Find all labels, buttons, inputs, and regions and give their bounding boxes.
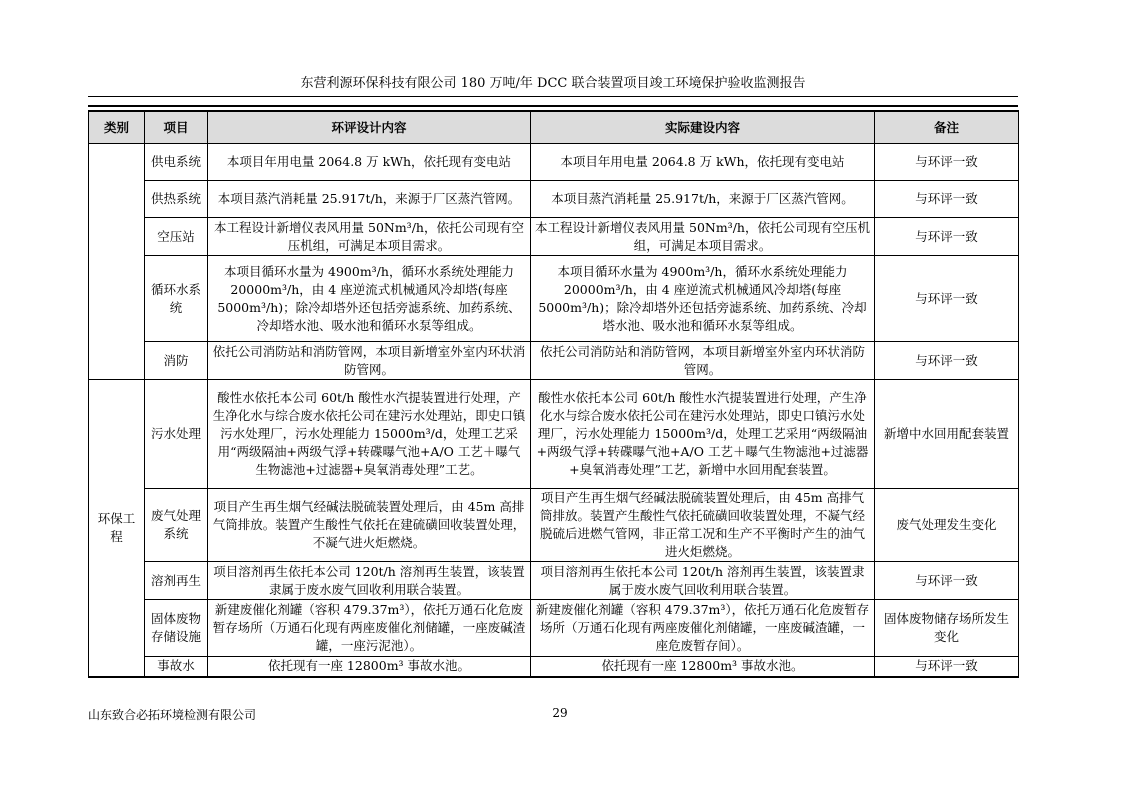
table-row <box>89 144 1019 181</box>
page-header-title: 东营利源环保科技有限公司 180 万吨/年 DCC 联合装置项目竣工环境保护验收监测报告 <box>300 76 806 91</box>
acceptance-table <box>88 110 1019 678</box>
header-rule-thick <box>88 105 1018 107</box>
header-actual: 实际建设内容 <box>531 111 875 144</box>
table-header-row <box>89 111 1019 144</box>
table-row <box>89 562 1019 600</box>
item-cell: 溶剂再生 <box>145 562 208 600</box>
actual-cell: 本项目循环水量为 4900m³/h，循环水系统处理能力 20000m³/h，由 4 座逆流式机械通风冷却塔(每座 5000m³/h)；除冷却塔外还包括旁滤系统、加药系统、冷却塔水池、吸水池和循环水泵等组成。 <box>531 256 875 342</box>
page-number: 29 <box>552 706 568 720</box>
table-row <box>89 181 1019 218</box>
table-row <box>89 657 1019 677</box>
note-cell: 与环评一致 <box>875 256 1019 342</box>
item-cell: 供热系统 <box>145 181 208 218</box>
actual-cell: 新建废催化剂罐（容积 479.37m³），依托万通石化危废暂存场所（万通石化现有两座废催化剂储罐，一座废碱渣罐，一座危废暂存间）。 <box>531 600 875 657</box>
note-cell: 与环评一致 <box>875 657 1019 677</box>
design-cell: 项目产生再生烟气经碱法脱硫装置处理后，由 45m 高排气筒排放。装置产生酸性气依托在建硫磺回收装置处理，不凝气进火炬燃烧。 <box>208 489 531 562</box>
design-cell: 新建废催化剂罐（容积 479.37m³），依托万通石化危废暂存场所（万通石化现有两座废催化剂储罐，一座废碱渣罐，一座污泥池）。 <box>208 600 531 657</box>
actual-cell: 项目溶剂再生依托本公司 120t/h 溶剂再生装置，该装置隶属于废水废气回收利用联合装置。 <box>531 562 875 600</box>
header-note: 备注 <box>875 111 1019 144</box>
item-cell: 供电系统 <box>145 144 208 181</box>
actual-cell: 项目产生再生烟气经碱法脱硫装置处理后，由 45m 高排气筒排放。装置产生酸性气依托硫磺回收装置处理，不凝气经脱硫后进燃气管网，非正常工况和生产不平衡时产生的油气进火炬燃烧。 <box>531 489 875 562</box>
category-cell: 环保工程 <box>89 380 145 677</box>
note-cell: 与环评一致 <box>875 181 1019 218</box>
table-row <box>89 342 1019 380</box>
note-cell: 固体废物储存场所发生变化 <box>875 600 1019 657</box>
actual-cell: 依托现有一座 12800m³ 事故水池。 <box>531 657 875 677</box>
actual-cell: 酸性水依托本公司 60t/h 酸性水汽提装置进行处理，产生净化水与综合废水依托公司在建污水处理站，即史口镇污水处理厂，污水处理能力 15000m³/d，处理工艺采用“两级隔油+两级气浮+转碟曝气池+A/O 工艺＋曝气生物滤池+过滤器+臭氧消毒处理”工艺，新增中水回用配套装置。 <box>531 380 875 489</box>
note-cell: 废气处理发生变化 <box>875 489 1019 562</box>
header-item: 项目 <box>145 111 208 144</box>
actual-cell: 本工程设计新增仪表风用量 50Nm³/h，依托公司现有空压机组，可满足本项目需求。 <box>531 218 875 256</box>
table-row <box>89 218 1019 256</box>
table-row <box>89 489 1019 562</box>
item-cell: 事故水 <box>145 657 208 677</box>
table-row <box>89 600 1019 657</box>
design-cell: 项目溶剂再生依托本公司 120t/h 溶剂再生装置，该装置隶属于废水废气回收利用联合装置。 <box>208 562 531 600</box>
item-cell: 固体废物存储设施 <box>145 600 208 657</box>
item-cell: 空压站 <box>145 218 208 256</box>
header-category: 类别 <box>89 111 145 144</box>
note-cell: 与环评一致 <box>875 144 1019 181</box>
header-rule <box>88 96 1018 97</box>
table-row <box>89 380 1019 489</box>
item-cell: 污水处理 <box>145 380 208 489</box>
design-cell: 依托现有一座 12800m³ 事故水池。 <box>208 657 531 677</box>
table-row <box>89 256 1019 342</box>
design-cell: 本项目循环水量为 4900m³/h，循环水系统处理能力 20000m³/h，由 4 座逆流式机械通风冷却塔(每座 5000m³/h)；除冷却塔外还包括旁滤系统、加药系统、冷却塔水池、吸水池和循环水泵等组成。 <box>208 256 531 342</box>
item-cell: 循环水系统 <box>145 256 208 342</box>
header-design: 环评设计内容 <box>208 111 531 144</box>
design-cell: 酸性水依托本公司 60t/h 酸性水汽提装置进行处理，产生净化水与综合废水依托公司在建污水处理站，即史口镇污水处理厂，污水处理能力 15000m³/d，处理工艺采用“两级隔油+两级气浮+转碟曝气池+A/O 工艺＋曝气生物滤池+过滤器+臭氧消毒处理”工艺。 <box>208 380 531 489</box>
actual-cell: 本项目年用电量 2064.8 万 kWh，依托现有变电站 <box>531 144 875 181</box>
footer-company: 山东致合必拓环境检测有限公司 <box>88 708 257 722</box>
design-cell: 依托公司消防站和消防管网，本项目新增室外室内环状消防管网。 <box>208 342 531 380</box>
category-cell-utility <box>89 144 145 380</box>
design-cell: 本项目蒸汽消耗量 25.917t/h，来源于厂区蒸汽管网。 <box>208 181 531 218</box>
design-cell: 本项目年用电量 2064.8 万 kWh，依托现有变电站 <box>208 144 531 181</box>
note-cell: 与环评一致 <box>875 562 1019 600</box>
item-cell: 消防 <box>145 342 208 380</box>
note-cell: 新增中水回用配套装置 <box>875 380 1019 489</box>
actual-cell: 本项目蒸汽消耗量 25.917t/h，来源于厂区蒸汽管网。 <box>531 181 875 218</box>
note-cell: 与环评一致 <box>875 218 1019 256</box>
item-cell: 废气处理系统 <box>145 489 208 562</box>
design-cell: 本工程设计新增仪表风用量 50Nm³/h，依托公司现有空压机组，可满足本项目需求。 <box>208 218 531 256</box>
actual-cell: 依托公司消防站和消防管网，本项目新增室外室内环状消防管网。 <box>531 342 875 380</box>
note-cell: 与环评一致 <box>875 342 1019 380</box>
